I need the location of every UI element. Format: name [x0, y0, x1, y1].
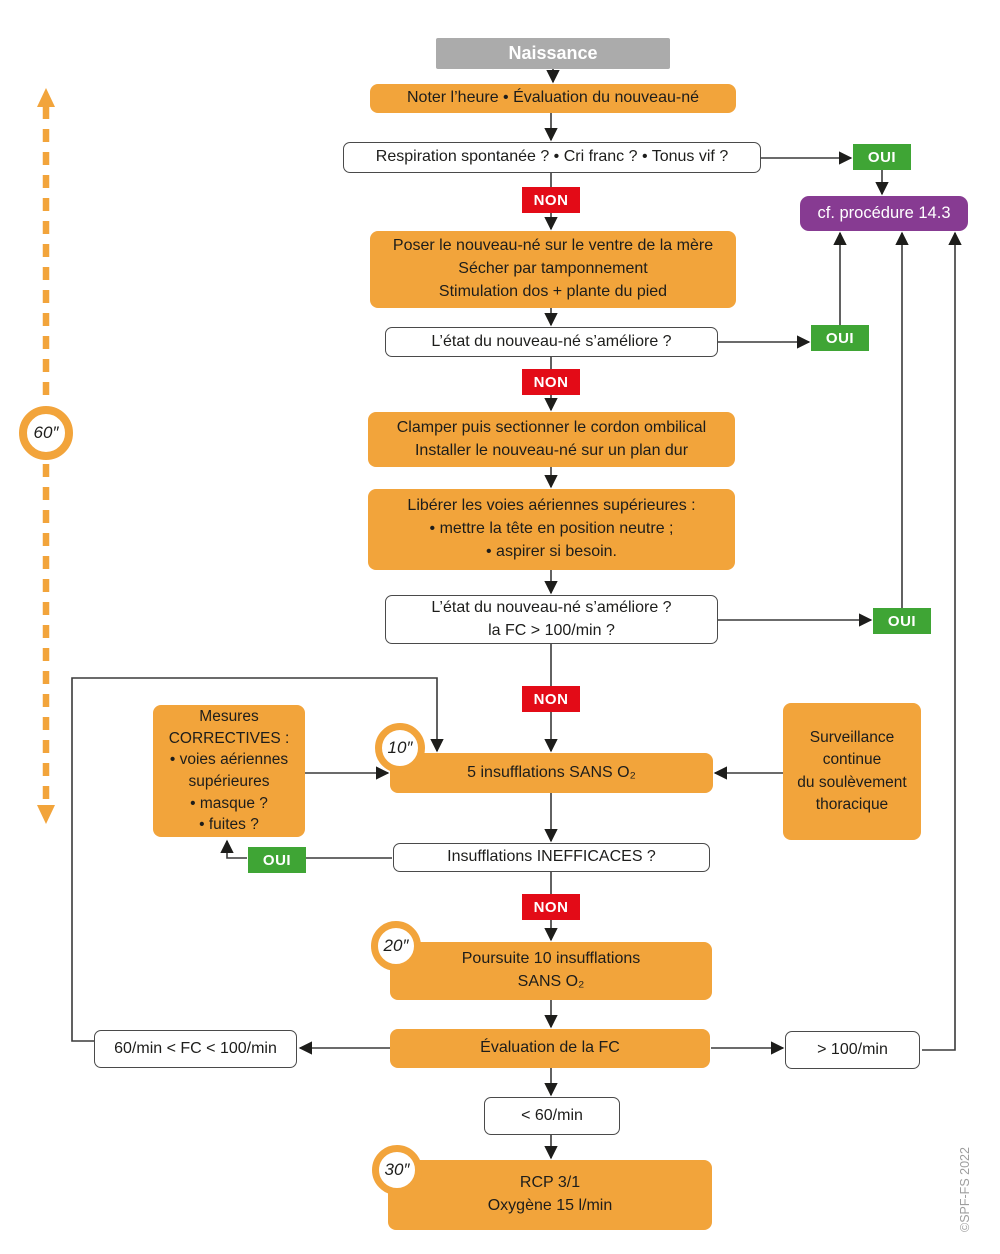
- node-procedure-14-3: [800, 196, 968, 231]
- node-fc-sup-100: > 100/min: [785, 1031, 920, 1069]
- non-tag-1: NON: [522, 187, 580, 213]
- oui-tag-1: OUI: [853, 144, 911, 170]
- node-clamper-cordon: Clamper puis sectionner le cordon ombilical Installer le nouveau-né sur un plan dur: [368, 412, 735, 467]
- oui-tag-2: OUI: [811, 325, 869, 351]
- node-question-respiration-label: Respiration spontanée ? • Cri franc ? • Tonus vif ?: [375, 148, 729, 166]
- non-tag-3: NON: [522, 686, 580, 712]
- node-question-respiration: [343, 142, 761, 173]
- copyright-text: ©SPF-FS 2022: [958, 1147, 972, 1232]
- node-question-ameliore-2: L’état du nouveau-né s’améliore ? la FC > 100/min ?: [385, 595, 718, 644]
- timer-60s-badge: 60″: [19, 406, 73, 460]
- node-naissance: [436, 38, 670, 69]
- non-tag-4: NON: [522, 894, 580, 920]
- node-rcp-oxygene: RCP 3/1 Oxygène 15 l/min: [388, 1160, 712, 1230]
- node-question-inefficaces: Insufflations INEFFICACES ?: [393, 843, 710, 872]
- timer-10s-badge: 10″: [375, 723, 425, 773]
- node-question-ameliore-1: L’état du nouveau-né s’améliore ?: [385, 327, 718, 357]
- node-poser-nouveau-ne: Poser le nouveau-né sur le ventre de la mère Sécher par tamponnement Stimulation dos + plante du pied: [370, 231, 736, 308]
- node-noter-heure-label: Noter l’heure • Évaluation du nouveau-né: [406, 89, 699, 107]
- node-evaluation-fc: Évaluation de la FC: [390, 1029, 710, 1068]
- node-fc-intermediaire: 60/min < FC < 100/min: [94, 1030, 297, 1068]
- node-procedure-label: cf. procédure 14.3: [817, 203, 951, 222]
- node-fc-inf-60: < 60/min: [484, 1097, 620, 1135]
- non-tag-2: NON: [522, 369, 580, 395]
- node-noter-heure: [370, 84, 736, 113]
- node-5-insufflations: 5 insufflations SANS O₂: [390, 753, 713, 793]
- timer-30s-badge: 30″: [372, 1145, 422, 1195]
- node-surveillance-thoracique: Surveillance continue du soulèvement thoracique: [783, 703, 921, 840]
- node-mesures-correctives: Mesures CORRECTIVES : • voies aériennes supérieures • masque ? • fuites ?: [153, 705, 305, 837]
- oui-tag-4: OUI: [248, 847, 306, 873]
- node-poursuite-insufflations: Poursuite 10 insufflations SANS O₂: [390, 942, 712, 1000]
- node-naissance-label: Naissance: [508, 42, 598, 63]
- node-liberer-voies: Libérer les voies aériennes supérieures : • mettre la tête en position neutre ; • aspirer si besoin.: [368, 489, 735, 570]
- oui-tag-3: OUI: [873, 608, 931, 634]
- timer-20s-badge: 20″: [371, 921, 421, 971]
